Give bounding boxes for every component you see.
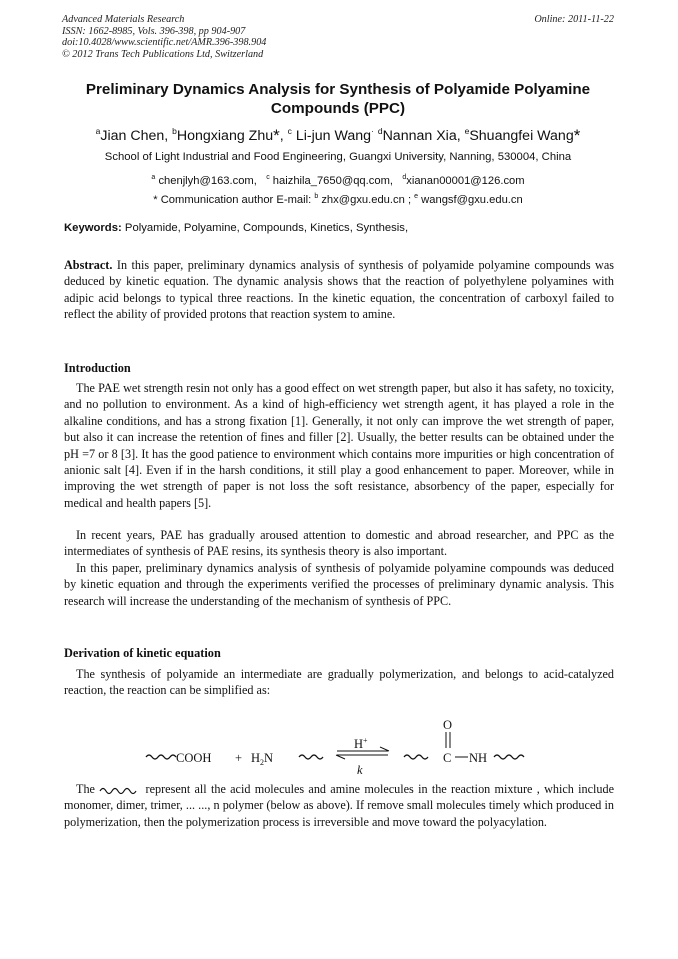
author-4-affil: d: [377, 126, 383, 136]
email-b[interactable]: zhx@gxu.edu.cn ;: [321, 194, 412, 206]
author-2-affil: b: [172, 126, 177, 136]
email-block: [62, 170, 614, 208]
online-date: Online: 2011-11-22: [534, 14, 614, 25]
rate-constant: k: [357, 763, 363, 777]
nh-group: NH: [469, 751, 488, 765]
affiliation: School of Light Industrial and Food Engineering, Guangxi University, Nanning, 530004, China: [104, 151, 572, 163]
email-line-1: [62, 170, 614, 189]
wavy-line-icon: [99, 785, 141, 795]
arrow-head-icon: [380, 747, 389, 751]
intro-paragraph-1: [64, 380, 614, 511]
wavy-line-icon: [494, 755, 524, 759]
keywords-text: Polyamide, Polyamine, Compounds, Kinetics, Synthesis,: [124, 222, 409, 234]
plus-sign: +: [235, 751, 243, 765]
email-affil-d: d: [402, 174, 407, 181]
email-line-2: [62, 189, 614, 208]
catalyst-label: [354, 734, 368, 751]
journal-header: [62, 14, 614, 60]
catalyst-charge: +: [363, 736, 368, 745]
issn-line: ISSN: 1662-8985, Vols. 396-398, pp 904-907: [62, 25, 246, 37]
derivation-p1-text: The synthesis of polyamide an intermediate are gradually polymerization, and belongs to acid-catalyzed reaction, the reaction can be simplified as:: [64, 667, 614, 698]
amine-subscript: 2: [260, 758, 265, 767]
wavy-line-icon: [146, 755, 176, 759]
wavy-line-icon: [299, 755, 323, 759]
title-line-2: Compounds (PPC): [270, 100, 406, 117]
amine-group: [251, 751, 273, 770]
wavy-line-icon: [404, 755, 428, 759]
email-affil-c: c: [266, 174, 270, 181]
author-list: [62, 121, 614, 146]
author-3-name: Li-jun Wang: [295, 128, 372, 144]
keywords-line: [64, 221, 408, 235]
derivation-p2-text: represent all the acid molecules and amine molecules in the reaction mixture , which include monomer, dimer, trimer, ... ..., n polymer (below as above). If remove small molecules timely which produced in polymerization, then the polymerization process is irreversible and move toward the polyacylation.: [64, 782, 615, 829]
reaction-graphics: [0, 716, 678, 780]
keywords-label: Keywords:: [64, 222, 122, 234]
arrow-head-icon: [336, 755, 345, 759]
email-d[interactable]: xianan00001@126.com: [406, 175, 525, 187]
email-affil-e: e: [414, 193, 419, 200]
catalyst-h: H: [354, 737, 364, 751]
intro-p2-text: In recent years, PAE has gradually aroused attention to domestic and abroad researcher, and PPC as the intermediates of synthesis of PAE resins, its synthesis theory is also important.: [64, 528, 614, 559]
author-5-name: Shuangfei Wang: [469, 128, 574, 144]
author-1-name: Jian Chen,: [100, 128, 173, 144]
abstract-text: In this paper, preliminary dynamics analysis of synthesis of polyamide polyamine compounds was deduced by kinetic equation. The dynamic analysis shows that the reaction of polyethylene polyamines with adipic acid belongs to typical three reactions. In the kinetic equation, the concentration of carboxyl failed to reflect the ability of provided protons that reaction system to amine.: [64, 258, 615, 322]
derivation-heading: Derivation of kinetic equation: [64, 646, 221, 660]
author-1-affil: a: [95, 126, 101, 136]
email-affil-a: a: [151, 174, 156, 181]
corresponding-star: *: [573, 126, 581, 145]
email-e[interactable]: wangsf@gxu.edu.cn: [421, 194, 523, 206]
title-line-1: Preliminary Dynamics Analysis for Synthesis of Polyamide Polyamine: [85, 81, 591, 98]
derivation-p2-start: The: [76, 782, 95, 796]
author-3-affil: c: [287, 126, 292, 136]
abstract-label: Abstract.: [64, 258, 113, 272]
introduction-heading: Introduction: [64, 361, 131, 375]
doi-line: doi:10.4028/www.scientific.net/AMR.396-398.904: [62, 37, 267, 49]
paper-title: [62, 80, 614, 118]
intro-paragraph-3: [64, 560, 614, 609]
email-affil-b: b: [314, 193, 319, 200]
derivation-paragraph-1: [64, 666, 614, 699]
email-a[interactable]: chenjlyh@163.com,: [158, 175, 257, 187]
author-separator-dot: ·: [371, 126, 374, 136]
abstract-paragraph: [64, 257, 614, 323]
amine-h: H: [251, 751, 261, 765]
author-5-affil: e: [464, 126, 470, 136]
corresponding-label: * Communication author E-mail:: [153, 194, 315, 206]
copyright-line: © 2012 Trans Tech Publications Ltd, Switzerland: [62, 48, 264, 60]
journal-name: Advanced Materials Research: [62, 14, 185, 25]
author-separator: ,: [279, 128, 288, 144]
intro-paragraph-2: [64, 527, 614, 560]
email-c[interactable]: haizhila_7650@qq.com,: [272, 175, 393, 187]
carboxyl-group: COOH: [176, 751, 212, 765]
author-2-name: Hongxiang Zhu: [176, 128, 274, 144]
amine-n: N: [264, 751, 274, 765]
author-4-name: Nannan Xia,: [382, 128, 465, 144]
reaction-equation: [0, 716, 678, 780]
intro-p1-text: The PAE wet strength resin not only has a good effect on wet strength paper, but also it has safety, no toxicity, and no pollution to environment. As a kind of high-efficiency wet strength agent, it has played a role in the alkaline conditions, and has a strong fixation [1]. Generally, it not only can improve the wet strength of paper, but also it can increase the retention of fines and filler [2]. Usually, the better results can be obtained under the pH =7 or 8 [3]. It has the good patience to environment which contains more impurities or high concentration of anionic salt [4]. Even if in the harsh conditions, it still play a good enhancement to paper. Moreover, while in improving the wet strength of paper is not loss the soft resistance, absorbency of the paper, especially for medical and health papers [5].: [64, 381, 614, 510]
derivation-paragraph-2: [64, 781, 614, 830]
intro-p3-text: In this paper, preliminary dynamics analysis of synthesis of polyamide polyamine compounds was deduced by kinetic equation and through the experiments verified the processes of preliminary dynamic analysis. This research will increase the understanding of the mechanism of synthesis of PPC.: [64, 561, 614, 608]
corresponding-star: *: [273, 126, 280, 145]
oxygen-atom: O: [443, 718, 453, 732]
carbon-atom: C: [443, 751, 452, 765]
